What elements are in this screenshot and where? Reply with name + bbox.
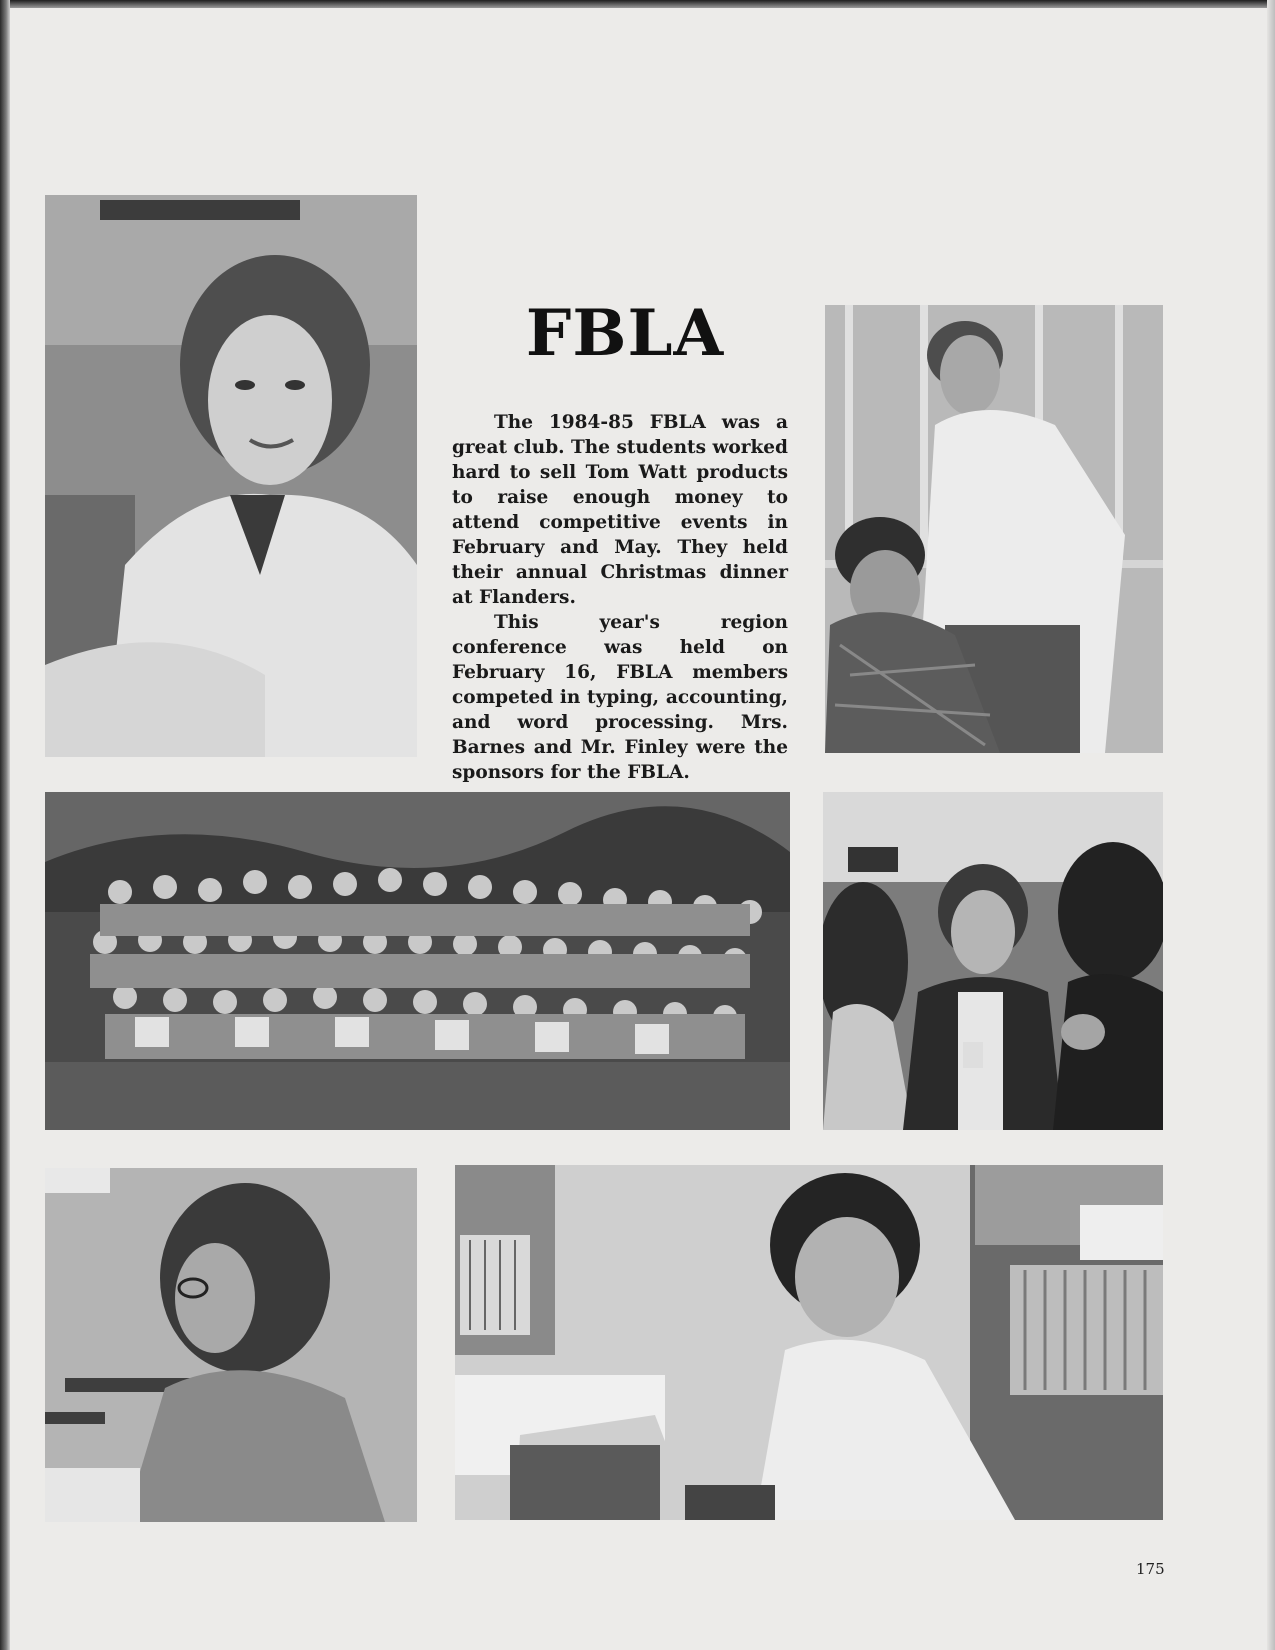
page-spine-edge bbox=[0, 0, 10, 1650]
page-top-edge bbox=[0, 0, 1275, 8]
page-number: 175 bbox=[1136, 1560, 1165, 1578]
page-title: FBLA bbox=[525, 296, 725, 371]
photo-group bbox=[45, 792, 790, 1130]
photo-boy-typing bbox=[455, 1165, 1163, 1520]
photo-students-refreshments bbox=[823, 792, 1163, 1130]
photo-portrait-girl bbox=[45, 195, 417, 757]
photo-girl-reading bbox=[45, 1168, 417, 1522]
page-right-edge bbox=[1267, 0, 1275, 1650]
photo-teacher-student bbox=[825, 305, 1163, 753]
article-text bbox=[452, 410, 788, 785]
paragraph-2: This year's region conference was held on February 16, FBLA members competed in typing, accounting, and word processing. Mrs. Barnes and Mr. Finley were the sponsors for the FBLA. bbox=[452, 612, 788, 783]
paragraph-1: The 1984-85 FBLA was a great club. The students worked hard to sell Tom Watt products to raise enough money to attend competitive events in February and May. They held their annual Christmas dinner at Flanders. bbox=[452, 412, 788, 608]
